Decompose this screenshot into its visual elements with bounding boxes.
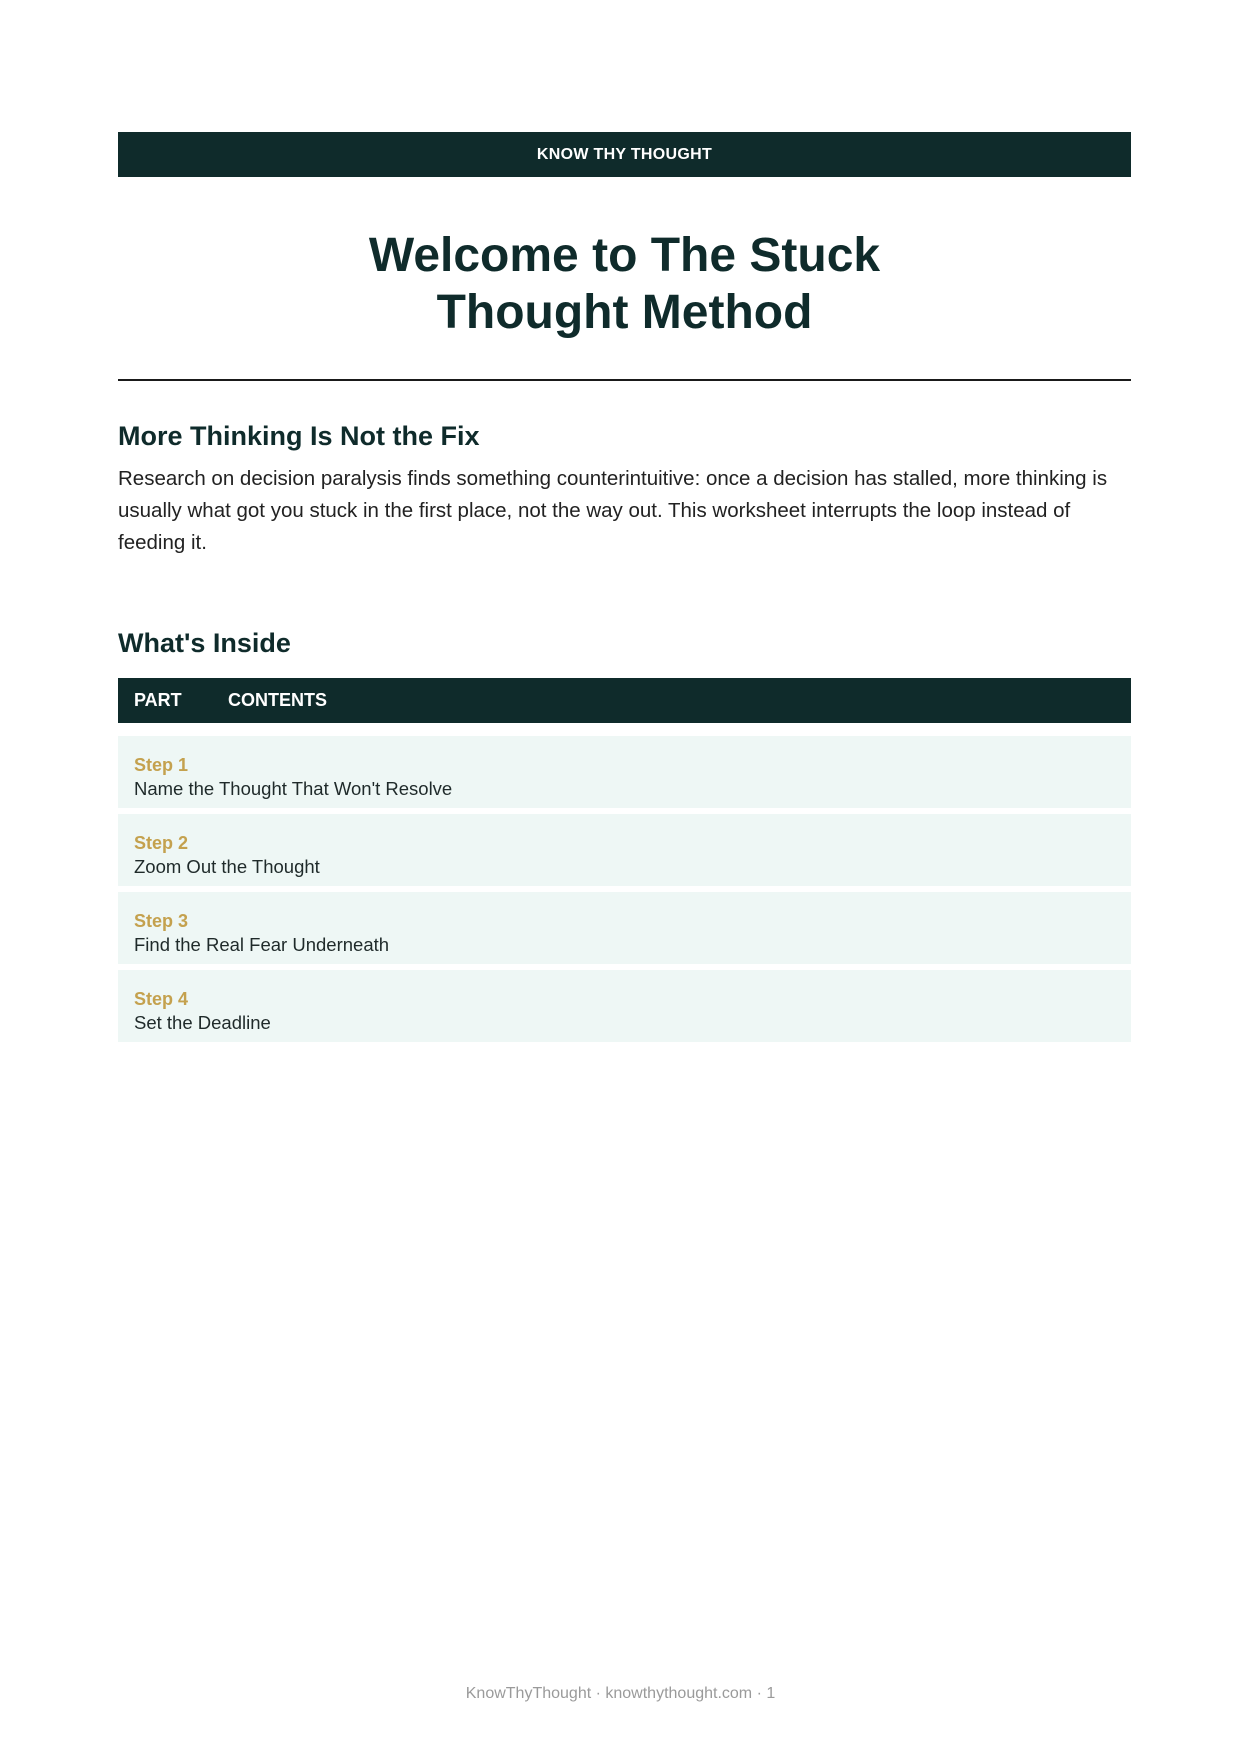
step-number: Step 1 bbox=[134, 755, 189, 775]
contents-row bbox=[118, 736, 1131, 808]
divider bbox=[118, 379, 1131, 381]
contents-row bbox=[118, 892, 1131, 964]
title-line-1: Welcome to The Stuck bbox=[368, 229, 881, 282]
step-title: Find the Real Fear Underneath bbox=[134, 934, 390, 955]
column-header-contents: CONTENTS bbox=[228, 690, 327, 710]
contents-list bbox=[118, 736, 1131, 1042]
contents-table-header bbox=[118, 678, 1131, 723]
step-number: Step 2 bbox=[134, 833, 189, 853]
intro-paragraph: Research on decision paralysis finds something counterintuitive: once a decision has stalled, more thinking is usually what got you stuck in the first place, not the way out. This worksheet interrupts the loop instead of feeding it. bbox=[118, 467, 1108, 554]
page-title bbox=[118, 227, 1131, 341]
page-footer: KnowThyThought · knowthythought.com · 1 bbox=[465, 1685, 776, 1702]
brand-banner bbox=[118, 132, 1131, 177]
document-page bbox=[118, 132, 1131, 1048]
step-title: Zoom Out the Thought bbox=[134, 856, 320, 877]
column-header-part: PART bbox=[134, 690, 182, 710]
step-title: Set the Deadline bbox=[134, 1012, 271, 1033]
step-title: Name the Thought That Won't Resolve bbox=[134, 778, 453, 799]
brand-name: KNOW THY THOUGHT bbox=[536, 145, 713, 163]
step-number: Step 4 bbox=[134, 989, 189, 1009]
contents-row bbox=[118, 814, 1131, 886]
intro-heading: More Thinking Is Not the Fix bbox=[118, 421, 480, 451]
title-line-2: Thought Method bbox=[436, 286, 813, 339]
step-number: Step 3 bbox=[134, 911, 189, 931]
contents-row bbox=[118, 970, 1131, 1042]
contents-heading: What's Inside bbox=[118, 628, 291, 658]
